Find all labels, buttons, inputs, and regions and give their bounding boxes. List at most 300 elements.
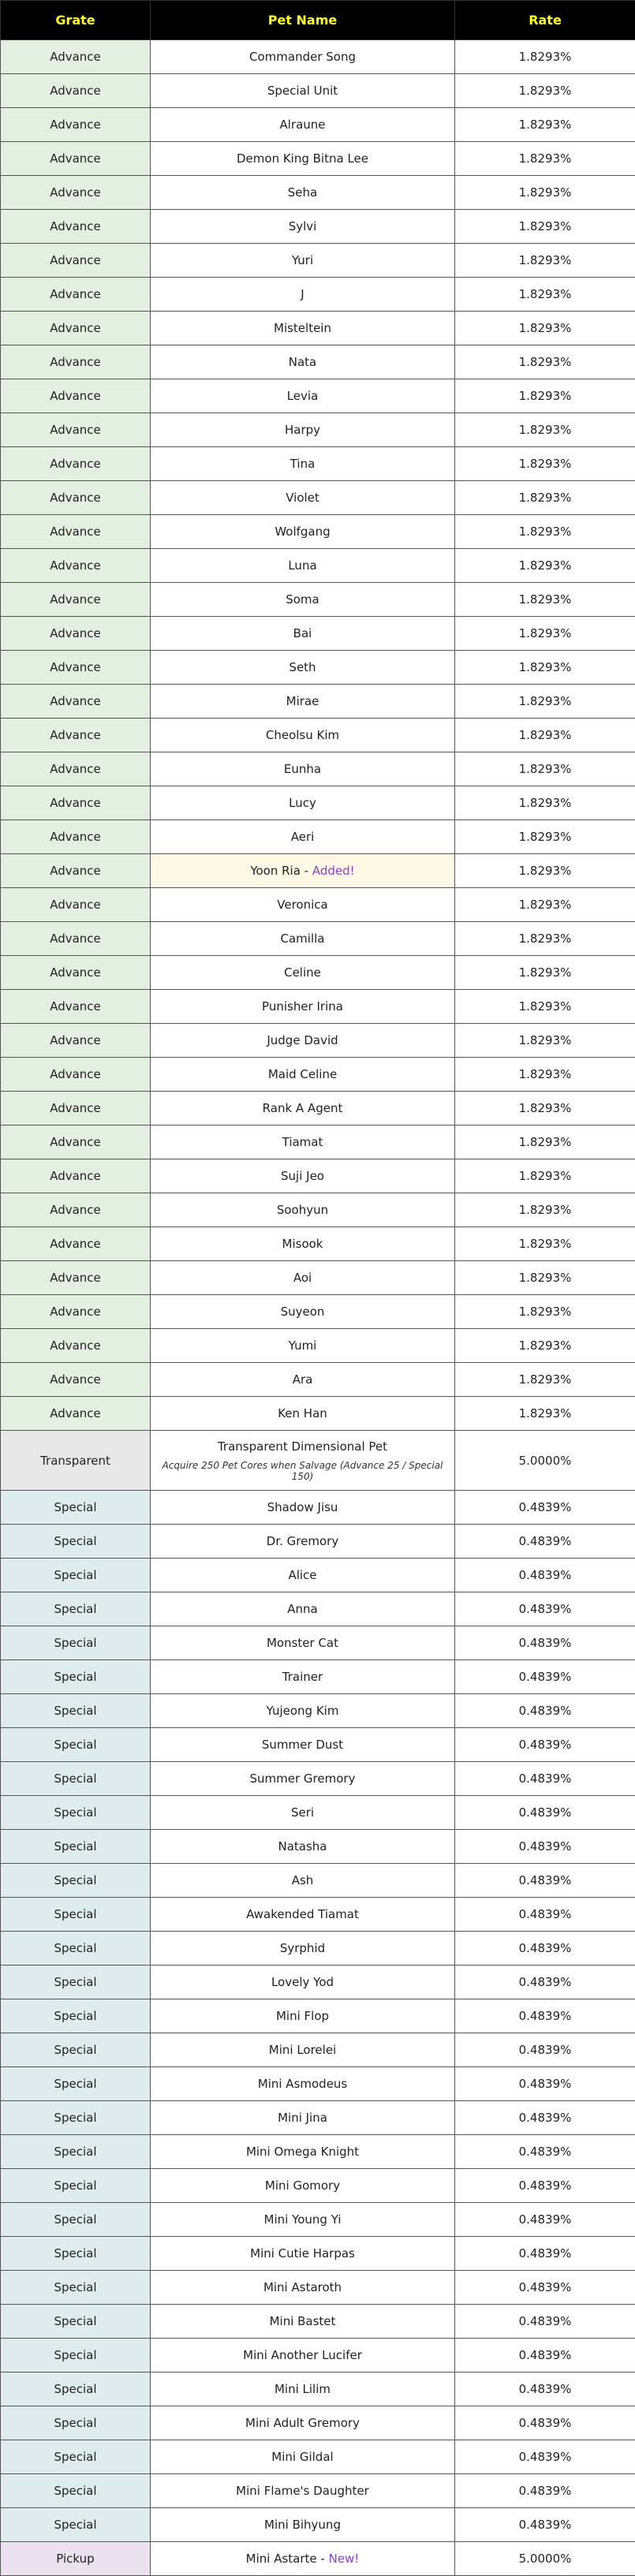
pet-name-cell [151,2101,455,2135]
grade-cell: Special [1,1559,151,1592]
grade-cell: Advance [1,1295,151,1329]
rate-cell: 1.8293% [455,1227,635,1261]
grade-cell: Advance [1,1261,151,1295]
pet-name: Yumi [289,1338,317,1353]
table-row [1,210,635,244]
rate-cell: 1.8293% [455,685,635,719]
table-row [1,2271,635,2305]
rate-cell: 1.8293% [455,1295,635,1329]
rate-cell: 1.8293% [455,888,635,922]
grade-cell: Advance [1,1193,151,1227]
rate-cell: 0.4839% [455,1728,635,1762]
pet-name: Tiamat [282,1135,323,1149]
pet-name: Lovely Yod [271,1975,334,1989]
table-row [1,1592,635,1626]
pet-name-cell [151,1864,455,1898]
rate-cell: 1.8293% [455,142,635,176]
pet-name-cell [151,413,455,447]
pet-name-cell [151,888,455,922]
rate-cell: 0.4839% [455,1559,635,1592]
rate-cell: 1.8293% [455,379,635,413]
grade-cell: Advance [1,1092,151,1126]
pet-name-cell [151,481,455,515]
rate-cell: 0.4839% [455,1999,635,2033]
table-row [1,1227,635,1261]
pet-name: Anna [287,1602,317,1616]
grade-cell: Special [1,2271,151,2305]
grade-cell: Advance [1,481,151,515]
pet-name-cell [151,1491,455,1525]
rate-cell: 1.8293% [455,786,635,820]
grade-cell: Advance [1,1329,151,1363]
pet-name: Awakended Tiamat [246,1907,359,1921]
pet-name: Maid Celine [268,1067,337,1081]
pet-name-cell [151,515,455,549]
pet-name: Seth [289,660,316,674]
pet-name: Mirae [286,694,319,708]
pet-name-cell [151,2203,455,2237]
table-row [1,40,635,74]
pet-name: Mini Another Lucifer [243,2348,362,2362]
pet-name-cell [151,1728,455,1762]
pet-name: Trainer [282,1670,323,1684]
grade-cell: Advance [1,244,151,278]
rate-cell: 0.4839% [455,1932,635,1966]
pet-name-cell [151,278,455,312]
table-row [1,2440,635,2474]
table-row [1,74,635,108]
pet-name-cell [151,1329,455,1363]
table-row [1,2305,635,2339]
rate-cell: 0.4839% [455,1626,635,1660]
pet-name: Aeri [291,830,315,844]
pet-name-cell [151,1227,455,1261]
grade-cell: Special [1,2508,151,2542]
pet-name-cell [151,2067,455,2101]
pet-name-cell [151,2237,455,2271]
pet-name: Soma [286,592,319,607]
pet-name: Mini Jina [278,2111,327,2125]
table-row [1,278,635,312]
pet-name-cell [151,1966,455,1999]
grade-cell: Special [1,1626,151,1660]
pet-name: Seha [288,185,317,200]
grade-cell: Pickup [1,2542,151,2576]
grade-cell: Special [1,2033,151,2067]
pet-name: Mini Astarte - [246,2552,329,2566]
pet-name-cell [151,820,455,854]
rate-cell: 0.4839% [455,2305,635,2339]
rate-cell: 0.4839% [455,2169,635,2203]
pet-name: Ara [293,1372,313,1387]
pet-name-cell [151,1159,455,1193]
pet-name-cell [151,617,455,651]
rate-cell: 1.8293% [455,549,635,583]
pet-name-cell [151,549,455,583]
pet-name: Mini Bihyung [264,2518,341,2532]
pet-name-cell [151,40,455,74]
table-row [1,481,635,515]
rate-cell: 0.4839% [455,2135,635,2169]
pet-name-cell [151,1932,455,1966]
rate-cell: 1.8293% [455,1261,635,1295]
table-row [1,1762,635,1796]
pet-name-cell [151,2169,455,2203]
table-row [1,1159,635,1193]
pet-name-cell [151,447,455,481]
rate-cell: 1.8293% [455,74,635,108]
grade-cell: Advance [1,1227,151,1261]
rate-cell: 0.4839% [455,2339,635,2373]
table-row [1,413,635,447]
pet-name: Yujeong Kim [267,1704,339,1718]
table-header-row [1,1,635,40]
grade-cell: Special [1,2339,151,2373]
rate-cell: 1.8293% [455,413,635,447]
grade-cell: Advance [1,617,151,651]
pet-name: Mini Gomory [265,2178,340,2193]
pet-name-cell [151,2373,455,2406]
rate-cell: 1.8293% [455,1058,635,1092]
rate-cell: 1.8293% [455,176,635,210]
pet-name: Summer Dust [262,1738,343,1752]
grade-cell: Advance [1,1159,151,1193]
table-row [1,719,635,752]
grade-cell: Advance [1,210,151,244]
rate-cell: 0.4839% [455,2033,635,2067]
pet-name: Mini Gildal [271,2450,333,2464]
pet-name: Yuri [292,253,313,267]
pet-name: Wolfgang [275,525,330,539]
grade-cell: Advance [1,278,151,312]
pet-name: Transparent Dimensional Pet [218,1439,387,1454]
table-row [1,1058,635,1092]
pet-name-cell [151,1024,455,1058]
pet-name-cell [151,74,455,108]
pet-name-cell [151,2033,455,2067]
grade-cell: Special [1,2101,151,2135]
table-row [1,1092,635,1126]
rate-cell: 1.8293% [455,651,635,685]
pet-name-cell [151,1295,455,1329]
table-row [1,1525,635,1559]
pet-name-cell [151,1559,455,1592]
table-row [1,1261,635,1295]
pet-name-cell [151,345,455,379]
pet-name-cell [151,990,455,1024]
grade-cell: Special [1,2203,151,2237]
pet-name: Soohyun [277,1203,328,1217]
pet-name: Veronica [277,898,327,912]
pet-name-cell [151,685,455,719]
pet-name-cell [151,2271,455,2305]
table-row [1,2508,635,2542]
grade-cell: Special [1,1491,151,1525]
pet-name: Mini Adult Gremory [245,2416,360,2430]
table-row [1,820,635,854]
table-row [1,583,635,617]
grade-cell: Special [1,2373,151,2406]
grade-cell: Advance [1,1363,151,1397]
pet-name: Summer Gremory [250,1771,356,1786]
grade-cell: Advance [1,990,151,1024]
grade-cell: Special [1,2406,151,2440]
pet-name-cell [151,1126,455,1159]
rate-cell: 1.8293% [455,515,635,549]
pet-name: Eunha [284,762,321,776]
pet-name: Ash [292,1873,314,1887]
pet-name: Cheolsu Kim [266,728,339,742]
table-row [1,854,635,888]
grade-cell: Special [1,1728,151,1762]
grade-cell: Advance [1,74,151,108]
pet-name: Mini Asmodeus [258,2077,348,2091]
pet-name-cell [151,2474,455,2508]
pet-name: Monster Cat [267,1636,338,1650]
pet-name: Seri [291,1805,314,1820]
rate-cell: 1.8293% [455,1024,635,1058]
rate-cell: 1.8293% [455,583,635,617]
rate-cell: 0.4839% [455,1830,635,1864]
pet-name-cell [151,1762,455,1796]
grade-cell: Advance [1,922,151,956]
grade-cell: Transparent [1,1431,151,1491]
rate-cell: 1.8293% [455,1397,635,1431]
table-row [1,2373,635,2406]
grade-cell: Advance [1,379,151,413]
pet-name: Lucy [289,796,316,810]
table-row [1,1024,635,1058]
pet-name: Levia [287,389,319,403]
grade-cell: Special [1,1999,151,2033]
table-row [1,1397,635,1431]
pet-name-cell [151,786,455,820]
rate-cell: 1.8293% [455,210,635,244]
grade-cell: Advance [1,549,151,583]
rate-cell: 0.4839% [455,2203,635,2237]
table-row [1,752,635,786]
table-row [1,1363,635,1397]
grade-cell: Advance [1,820,151,854]
pet-name-cell [151,1626,455,1660]
grade-cell: Advance [1,413,151,447]
pet-name: Sylvi [289,219,317,233]
table-row [1,142,635,176]
pet-name: Ken Han [278,1406,327,1421]
rate-cell: 0.4839% [455,1966,635,1999]
rate-cell: 1.8293% [455,854,635,888]
rate-cell: 0.4839% [455,2067,635,2101]
table-row [1,345,635,379]
new-tag: Added! [312,864,355,878]
grade-cell: Advance [1,142,151,176]
rate-cell: 0.4839% [455,1864,635,1898]
rate-cell: 0.4839% [455,1491,635,1525]
rate-cell: 0.4839% [455,1525,635,1559]
table-row [1,2542,635,2576]
pet-name: Alice [288,1568,316,1582]
grade-cell: Advance [1,752,151,786]
grade-cell: Special [1,1830,151,1864]
table-row [1,2203,635,2237]
pet-name: Suji Jeo [281,1169,324,1183]
pet-name: Harpy [285,423,320,437]
pet-name: Mini Astaroth [263,2280,342,2294]
grade-cell: Special [1,2440,151,2474]
grade-cell: Advance [1,312,151,345]
pet-name-cell [151,719,455,752]
rate-cell: 0.4839% [455,1592,635,1626]
pet-name: Mini Flame's Daughter [236,2484,369,2498]
pet-name-cell [151,2305,455,2339]
rate-cell: 1.8293% [455,719,635,752]
pet-name-cell [151,854,455,888]
pet-name: Commander Song [249,50,356,64]
grade-cell: Special [1,1592,151,1626]
pet-name: Mini Lilim [275,2382,331,2396]
pet-name-cell [151,583,455,617]
grade-cell: Special [1,1660,151,1694]
pet-name-cell [151,1830,455,1864]
grade-cell: Advance [1,1397,151,1431]
rate-cell: 1.8293% [455,278,635,312]
rate-cell: 1.8293% [455,752,635,786]
pet-name: Alraune [279,118,325,132]
pet-name: Mini Flop [276,2009,329,2023]
pet-name: J [301,287,304,301]
table-row [1,1966,635,1999]
table-row [1,1491,635,1525]
grade-cell: Advance [1,854,151,888]
pet-name: Nata [289,355,317,369]
rate-cell: 1.8293% [455,108,635,142]
grade-cell: Special [1,1966,151,1999]
table-row [1,2101,635,2135]
grade-cell: Advance [1,956,151,990]
rate-cell: 0.4839% [455,1694,635,1728]
pet-name-cell [151,1397,455,1431]
pet-name: Bai [293,626,312,640]
pet-name-cell [151,1796,455,1830]
pet-name: Mini Young Yi [264,2212,342,2227]
pet-name-cell [151,1660,455,1694]
grade-cell: Advance [1,1058,151,1092]
table-row [1,549,635,583]
table-row [1,1728,635,1762]
grade-cell: Advance [1,345,151,379]
table-row [1,2169,635,2203]
pet-name-cell [151,312,455,345]
header-grade: Grate [1,1,151,40]
rate-cell: 1.8293% [455,1126,635,1159]
table-row [1,1193,635,1227]
pet-name-cell [151,2508,455,2542]
rate-cell: 1.8293% [455,40,635,74]
pet-name: Mini Lorelei [269,2043,336,2057]
grade-cell: Special [1,1796,151,1830]
table-row [1,447,635,481]
pet-name-cell [151,1363,455,1397]
table-row [1,990,635,1024]
table-row [1,922,635,956]
table-row [1,786,635,820]
table-row [1,1431,635,1491]
table-row [1,2067,635,2101]
table-row [1,2033,635,2067]
pet-name-cell [151,142,455,176]
pet-name-cell [151,1999,455,2033]
pet-name-cell [151,1058,455,1092]
grade-cell: Special [1,1864,151,1898]
pet-name-cell [151,651,455,685]
grade-cell: Advance [1,786,151,820]
table-row [1,2237,635,2271]
table-row [1,1999,635,2033]
rate-cell: 0.4839% [455,2474,635,2508]
grade-cell: Special [1,2237,151,2271]
pet-name: Mini Cutie Harpas [250,2246,355,2261]
pet-name: Celine [284,965,321,980]
rate-cell: 0.4839% [455,2508,635,2542]
grade-cell: Special [1,1932,151,1966]
pet-name: Violet [286,491,319,505]
table-row [1,1932,635,1966]
pet-name: Natasha [278,1839,327,1854]
pet-name: Rank A Agent [263,1101,343,1115]
pet-name-cell [151,2406,455,2440]
pet-name: Misook [282,1237,323,1251]
table-row [1,2474,635,2508]
pet-name-cell [151,1261,455,1295]
rate-cell: 0.4839% [455,1796,635,1830]
pet-name: Syrphid [280,1941,325,1955]
table-row [1,312,635,345]
table-row [1,515,635,549]
pet-name: Luna [288,558,316,573]
rate-cell: 0.4839% [455,1660,635,1694]
grade-cell: Advance [1,651,151,685]
rate-cell: 5.0000% [455,1431,635,1491]
pet-name: Tina [290,457,316,471]
table-row [1,1660,635,1694]
grade-cell: Advance [1,447,151,481]
pet-name: Mini Omega Knight [246,2145,359,2159]
rate-cell: 0.4839% [455,2237,635,2271]
table-row [1,1864,635,1898]
pet-name-cell [151,1694,455,1728]
pet-name-cell [151,2135,455,2169]
pet-name: Camilla [281,931,325,946]
table-row [1,2339,635,2373]
grade-cell: Special [1,1525,151,1559]
pet-name-cell [151,2542,455,2576]
pet-name-cell [151,210,455,244]
grade-cell: Special [1,2135,151,2169]
table-row [1,2406,635,2440]
table-row [1,244,635,278]
table-row [1,2135,635,2169]
pet-name-cell [151,379,455,413]
pet-name: Dr. Gremory [267,1534,338,1548]
rate-cell: 1.8293% [455,1092,635,1126]
rate-cell: 1.8293% [455,820,635,854]
rate-cell: 0.4839% [455,1762,635,1796]
table-row [1,1830,635,1864]
grade-cell: Advance [1,108,151,142]
table-row [1,1796,635,1830]
pet-name-cell [151,1092,455,1126]
table-row [1,1694,635,1728]
